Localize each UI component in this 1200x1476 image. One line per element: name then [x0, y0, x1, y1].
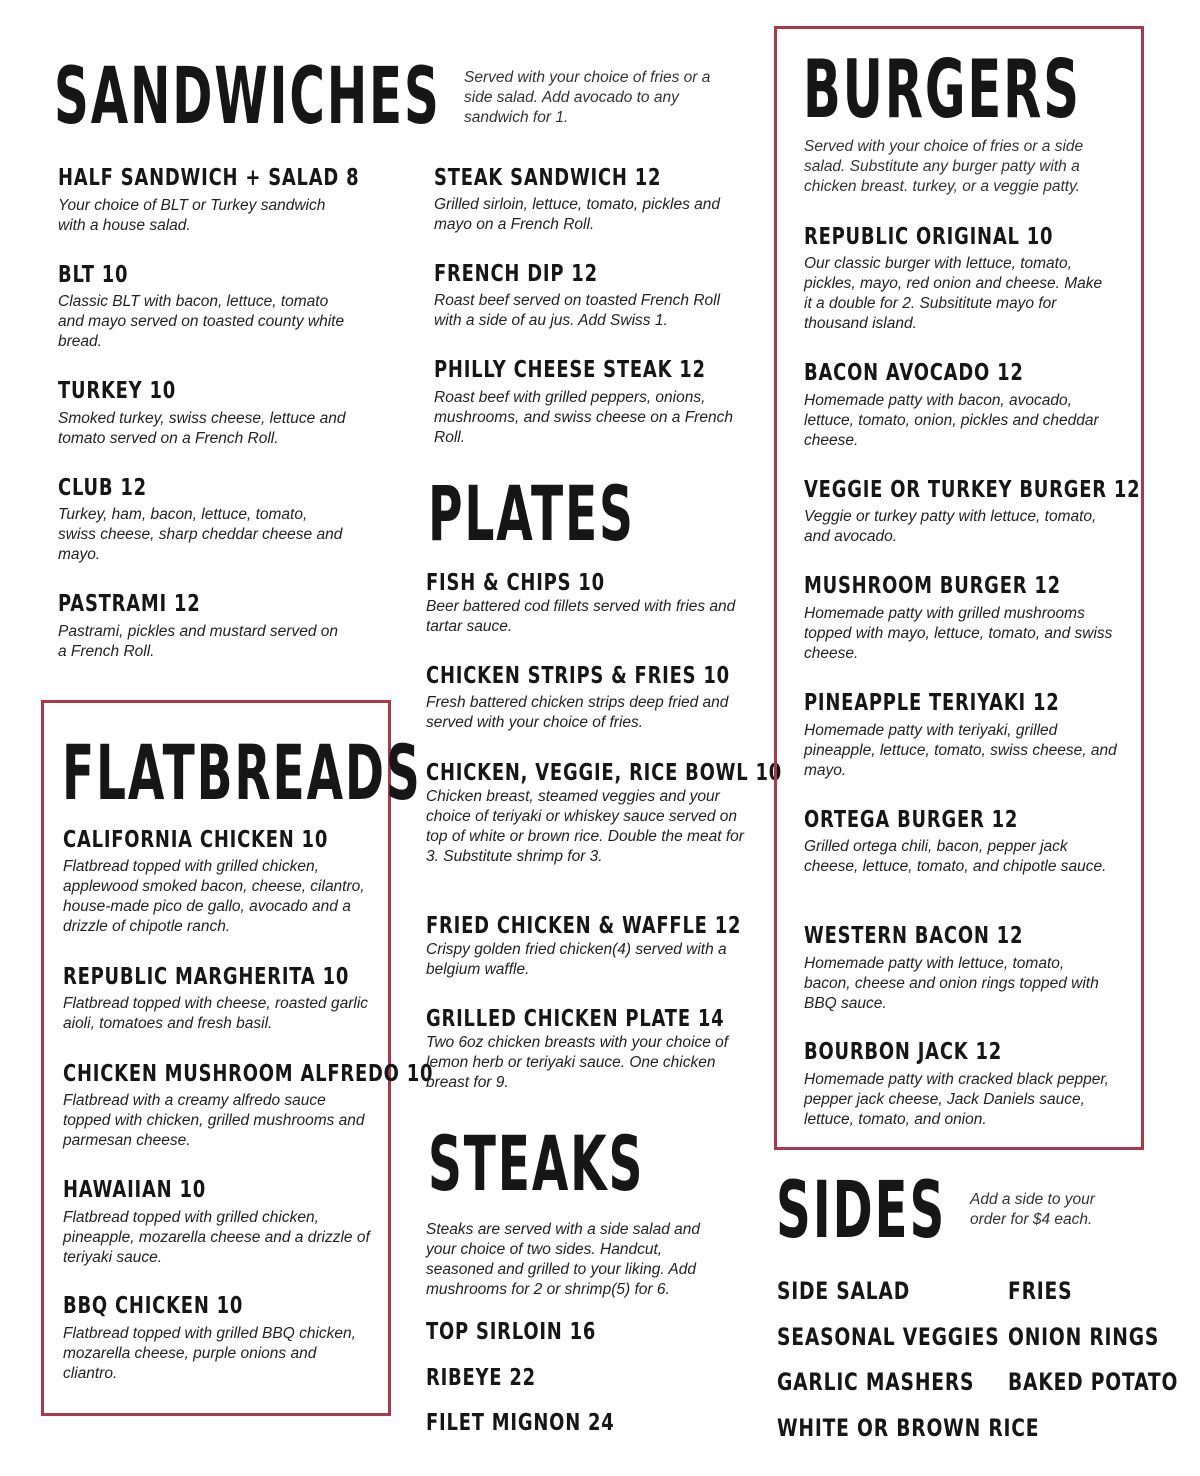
item-name: CHICKEN STRIPS & FRIES 10: [426, 663, 730, 689]
item-name: REPUBLIC MARGHERITA 10: [63, 964, 350, 990]
item-name: CHICKEN MUSHROOM ALFREDO 10: [63, 1061, 434, 1087]
item-desc: Flatbread topped with cheese, roasted garlic aioli, tomatoes and fresh basil.: [63, 995, 369, 1032]
item-name: PINEAPPLE TERIYAKI 12: [804, 690, 1060, 716]
item-name: PASTRAMI 12: [58, 591, 201, 617]
item-desc: Roast beef served on toasted French Roll with a side of au jus. Add Swiss 1.: [434, 292, 721, 329]
steaks-intro: Steaks are served with a side salad and your choice of two sides. Handcut, seasoned and grilled to your liking. Add mushrooms for 2 or shrimp(5) for 6.: [426, 1221, 700, 1298]
item-desc: Our classic burger with lettuce, tomato, pickles, mayo, red onion and cheese. Make it a double for 2. Subsititute mayo for thousand island.: [804, 255, 1103, 332]
item-desc: Homemade patty with cracked black pepper, pepper jack cheese, Jack Daniels sauce, lettuce, tomato, and onion.: [804, 1071, 1109, 1128]
steak-item: RIBEYE 22: [426, 1365, 536, 1391]
item-name: WESTERN BACON 12: [804, 923, 1024, 949]
item-desc: Crispy golden fried chicken(4) served with a belgium waffle.: [426, 941, 727, 978]
burgers-title: BURGERS: [803, 43, 1081, 136]
item-desc: Grilled sirloin, lettuce, tomato, pickles and mayo on a French Roll.: [434, 196, 721, 233]
item-name: VEGGIE OR TURKEY BURGER 12: [804, 477, 1141, 503]
item-name: STEAK SANDWICH 12: [434, 165, 662, 191]
item-desc: Homemade patty with bacon, avocado, lettuce, tomato, onion, pickles and cheddar cheese.: [804, 392, 1099, 449]
item-desc: Homemade patty with teriyaki, grilled pineapple, lettuce, tomato, swiss cheese, and mayo.: [804, 722, 1117, 779]
steak-item: TOP SIRLOIN 16: [426, 1319, 597, 1345]
item-name: ORTEGA BURGER 12: [804, 807, 1019, 833]
item-desc: Beer battered cod fillets served with fries and tartar sauce.: [426, 598, 736, 635]
item-name: BBQ CHICKEN 10: [63, 1293, 244, 1319]
item-desc: Homemade patty with lettuce, tomato, bacon, cheese and onion rings topped with BBQ sauce.: [804, 955, 1099, 1012]
item-name: PHILLY CHEESE STEAK 12: [434, 357, 706, 383]
item-desc: Flatbread topped with grilled chicken, applewood smoked bacon, cheese, cilantro, house-made pico de gallo, avocado and a drizzle of chipotle ranch.: [63, 858, 365, 935]
burgers-intro: Served with your choice of fries or a side salad. Substitute any burger patty with a chicken breast. turkey, or a veggie patty.: [804, 138, 1084, 195]
item-desc: Veggie or turkey patty with lettuce, tomato, and avocado.: [804, 508, 1097, 545]
steaks-title: STEAKS: [428, 1119, 645, 1208]
item-desc: Flatbread topped with grilled chicken, pineapple, mozarella cheese and a drizzle of teriyaki sauce.: [63, 1209, 370, 1266]
item-name: GRILLED CHICKEN PLATE 14: [426, 1006, 725, 1032]
side-item: FRIES: [1008, 1277, 1073, 1305]
item-desc: Chicken breast, steamed veggies and your choice of teriyaki or whiskey sauce served on top of white or brown rice. Double the meat for 3. Substitute shrimp for 3.: [426, 788, 744, 865]
item-desc: Turkey, ham, bacon, lettuce, tomato, swiss cheese, sharp cheddar cheese and mayo.: [58, 506, 343, 563]
flatbreads-title: FLATBREADS: [62, 728, 422, 817]
item-desc: Two 6oz chicken breasts with your choice of lemon herb or teriyaki sauce. One chicken breast for 9.: [426, 1034, 729, 1091]
item-name: CLUB 12: [58, 475, 147, 501]
item-name: FRIED CHICKEN & WAFFLE 12: [426, 913, 742, 939]
item-desc: Grilled ortega chili, bacon, pepper jack cheese, lettuce, tomato, and chipotle sauce.: [804, 838, 1107, 875]
item-name: CALIFORNIA CHICKEN 10: [63, 827, 329, 853]
item-desc: Fresh battered chicken strips deep fried and served with your choice of fries.: [426, 694, 729, 731]
item-desc: Classic BLT with bacon, lettuce, tomato and mayo served on toasted county white bread.: [58, 293, 345, 350]
item-name: HAWAIIAN 10: [63, 1177, 207, 1203]
side-item: ONION RINGS: [1008, 1323, 1160, 1351]
item-desc: Pastrami, pickles and mustard served on a French Roll.: [58, 623, 338, 660]
item-desc: Flatbread with a creamy alfredo sauce topped with chicken, grilled mushrooms and parmesan cheese.: [63, 1092, 365, 1149]
item-name: REPUBLIC ORIGINAL 10: [804, 224, 1054, 250]
item-name: BACON AVOCADO 12: [804, 360, 1024, 386]
steak-item: FILET MIGNON 24: [426, 1410, 615, 1436]
item-desc: Homemade patty with grilled mushrooms topped with mayo, lettuce, tomato, and swiss cheese.: [804, 605, 1113, 662]
side-item: SEASONAL VEGGIES: [777, 1323, 1000, 1351]
item-name: MUSHROOM BURGER 12: [804, 573, 1061, 599]
side-item: GARLIC MASHERS: [777, 1368, 975, 1396]
sides-title: SIDES: [776, 1166, 947, 1256]
item-name: HALF SANDWICH + SALAD 8: [58, 165, 360, 191]
side-item: WHITE OR BROWN RICE: [777, 1414, 1040, 1442]
plates-title: PLATES: [428, 469, 635, 558]
sandwiches-intro: Served with your choice of fries or a side salad. Add avocado to any sandwich for 1.: [464, 69, 711, 126]
item-desc: Roast beef with grilled peppers, onions, mushrooms, and swiss cheese on a French Roll.: [434, 389, 733, 446]
item-name: CHICKEN, VEGGIE, RICE BOWL 10: [426, 760, 782, 786]
item-name: FRENCH DIP 12: [434, 261, 598, 287]
item-name: BLT 10: [58, 262, 129, 288]
sandwiches-title: SANDWICHES: [54, 52, 441, 142]
side-item: BAKED POTATO: [1008, 1368, 1179, 1396]
item-desc: Smoked turkey, swiss cheese, lettuce and tomato served on a French Roll.: [58, 410, 346, 447]
item-name: BOURBON JACK 12: [804, 1039, 1003, 1065]
item-name: TURKEY 10: [58, 378, 176, 404]
item-desc: Your choice of BLT or Turkey sandwich with a house salad.: [58, 197, 326, 234]
item-desc: Flatbread topped with grilled BBQ chicken, mozarella cheese, purple onions and cliantro.: [63, 1325, 356, 1382]
side-item: SIDE SALAD: [777, 1277, 911, 1305]
item-name: FISH & CHIPS 10: [426, 570, 605, 596]
sides-intro: Add a side to your order for $4 each.: [970, 1191, 1095, 1228]
